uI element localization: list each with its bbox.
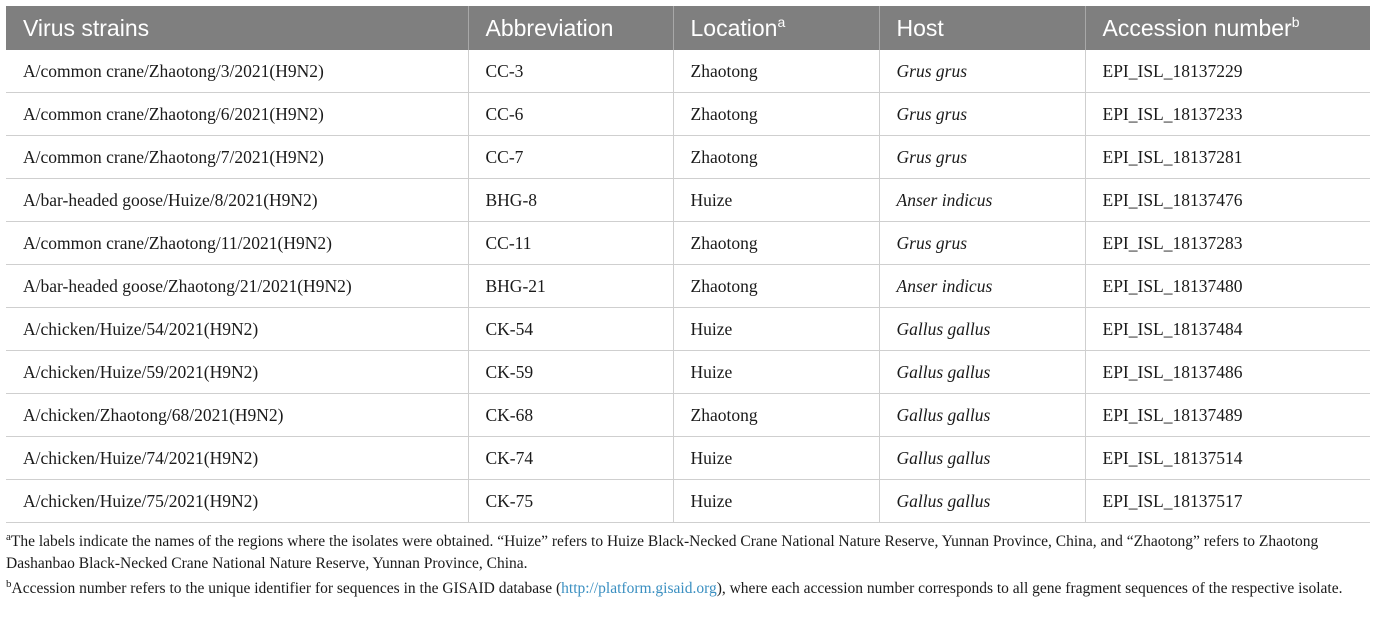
cell-location: Zhaotong [673, 136, 879, 179]
cell-abbreviation: CK-75 [468, 480, 673, 523]
table-row [6, 437, 1370, 480]
table-footnotes [6, 531, 1370, 604]
table-row [6, 308, 1370, 351]
header-accession-number [1085, 6, 1370, 50]
footnote-a [6, 531, 1370, 574]
cell-accession-number: EPI_ISL_18137281 [1085, 136, 1370, 179]
table-row [6, 50, 1370, 93]
cell-accession-number: EPI_ISL_18137480 [1085, 265, 1370, 308]
table-row [6, 136, 1370, 179]
cell-virus-strain: A/bar-headed goose/Zhaotong/21/2021(H9N2) [6, 265, 468, 308]
header-location [673, 6, 879, 50]
cell-accession-number: EPI_ISL_18137484 [1085, 308, 1370, 351]
cell-accession-number: EPI_ISL_18137489 [1085, 394, 1370, 437]
header-label: Virus strains [23, 14, 150, 41]
table-row [6, 179, 1370, 222]
cell-location: Huize [673, 351, 879, 394]
cell-accession-number: EPI_ISL_18137476 [1085, 179, 1370, 222]
table-row [6, 93, 1370, 136]
cell-virus-strain: A/chicken/Huize/74/2021(H9N2) [6, 437, 468, 480]
cell-host: Gallus gallus [879, 351, 1085, 394]
cell-host: Gallus gallus [879, 437, 1085, 480]
footnote-marker: b [1291, 13, 1300, 30]
cell-location: Zhaotong [673, 394, 879, 437]
cell-host: Grus grus [879, 222, 1085, 265]
cell-virus-strain: A/chicken/Huize/75/2021(H9N2) [6, 480, 468, 523]
table-row [6, 480, 1370, 523]
footnote-marker: a [6, 531, 11, 543]
cell-virus-strain: A/common crane/Zhaotong/7/2021(H9N2) [6, 136, 468, 179]
cell-host: Grus grus [879, 93, 1085, 136]
header-host [879, 6, 1085, 50]
cell-host: Gallus gallus [879, 308, 1085, 351]
header-label: Host [896, 14, 944, 41]
cell-virus-strain: A/common crane/Zhaotong/6/2021(H9N2) [6, 93, 468, 136]
cell-accession-number: EPI_ISL_18137283 [1085, 222, 1370, 265]
cell-abbreviation: CK-74 [468, 437, 673, 480]
cell-virus-strain: A/chicken/Huize/59/2021(H9N2) [6, 351, 468, 394]
cell-abbreviation: CC-7 [468, 136, 673, 179]
cell-accession-number: EPI_ISL_18137486 [1085, 351, 1370, 394]
cell-host: Gallus gallus [879, 480, 1085, 523]
header-label: Abbreviation [485, 14, 614, 41]
cell-accession-number: EPI_ISL_18137229 [1085, 50, 1370, 93]
cell-abbreviation: CK-59 [468, 351, 673, 394]
cell-host: Grus grus [879, 136, 1085, 179]
cell-location: Zhaotong [673, 93, 879, 136]
table-row [6, 351, 1370, 394]
table-row [6, 222, 1370, 265]
cell-abbreviation: BHG-8 [468, 179, 673, 222]
cell-location: Zhaotong [673, 265, 879, 308]
cell-accession-number: EPI_ISL_18137517 [1085, 480, 1370, 523]
table-row [6, 394, 1370, 437]
cell-host: Gallus gallus [879, 394, 1085, 437]
cell-host: Anser indicus [879, 179, 1085, 222]
gisaid-link[interactable]: http://platform.gisaid.org [561, 580, 717, 597]
footnote-marker: b [6, 578, 12, 590]
footnote-text: ), where each accession number corresponds to all gene fragment sequences of the respective isolate. [716, 580, 1343, 597]
cell-location: Huize [673, 179, 879, 222]
table-body [6, 50, 1370, 523]
footnote-marker: a [777, 13, 786, 30]
cell-location: Huize [673, 308, 879, 351]
cell-abbreviation: CC-3 [468, 50, 673, 93]
cell-host: Anser indicus [879, 265, 1085, 308]
footnote-b [6, 578, 1370, 600]
table-header [6, 6, 1370, 50]
cell-abbreviation: BHG-21 [468, 265, 673, 308]
cell-virus-strain: A/common crane/Zhaotong/3/2021(H9N2) [6, 50, 468, 93]
table-row [6, 265, 1370, 308]
cell-virus-strain: A/chicken/Huize/54/2021(H9N2) [6, 308, 468, 351]
footnote-text: Accession number refers to the unique identifier for sequences in the GISAID database ( [11, 580, 562, 597]
cell-abbreviation: CC-11 [468, 222, 673, 265]
cell-accession-number: EPI_ISL_18137233 [1085, 93, 1370, 136]
footnote-text: The labels indicate the names of the regions where the isolates were obtained. “Huize” refers to Huize Black-Necked Crane National Nature Reserve, Yunnan Province, China, and “Zhaotong” refers to Zhaotong Dashanbao Black-Necked Crane National Nature Reserve, Yunnan Province, China. [6, 533, 1319, 572]
cell-virus-strain: A/chicken/Zhaotong/68/2021(H9N2) [6, 394, 468, 437]
header-label: Accession number [1102, 14, 1292, 41]
isolates-table [6, 6, 1370, 523]
cell-abbreviation: CK-68 [468, 394, 673, 437]
cell-location: Zhaotong [673, 222, 879, 265]
cell-location: Huize [673, 480, 879, 523]
header-abbreviation [468, 6, 673, 50]
cell-host: Grus grus [879, 50, 1085, 93]
header-row [6, 6, 1370, 50]
cell-virus-strain: A/common crane/Zhaotong/11/2021(H9N2) [6, 222, 468, 265]
cell-location: Huize [673, 437, 879, 480]
cell-abbreviation: CC-6 [468, 93, 673, 136]
header-label: Location [690, 14, 778, 41]
cell-accession-number: EPI_ISL_18137514 [1085, 437, 1370, 480]
header-virus-strains [6, 6, 468, 50]
cell-abbreviation: CK-54 [468, 308, 673, 351]
cell-location: Zhaotong [673, 50, 879, 93]
cell-virus-strain: A/bar-headed goose/Huize/8/2021(H9N2) [6, 179, 468, 222]
